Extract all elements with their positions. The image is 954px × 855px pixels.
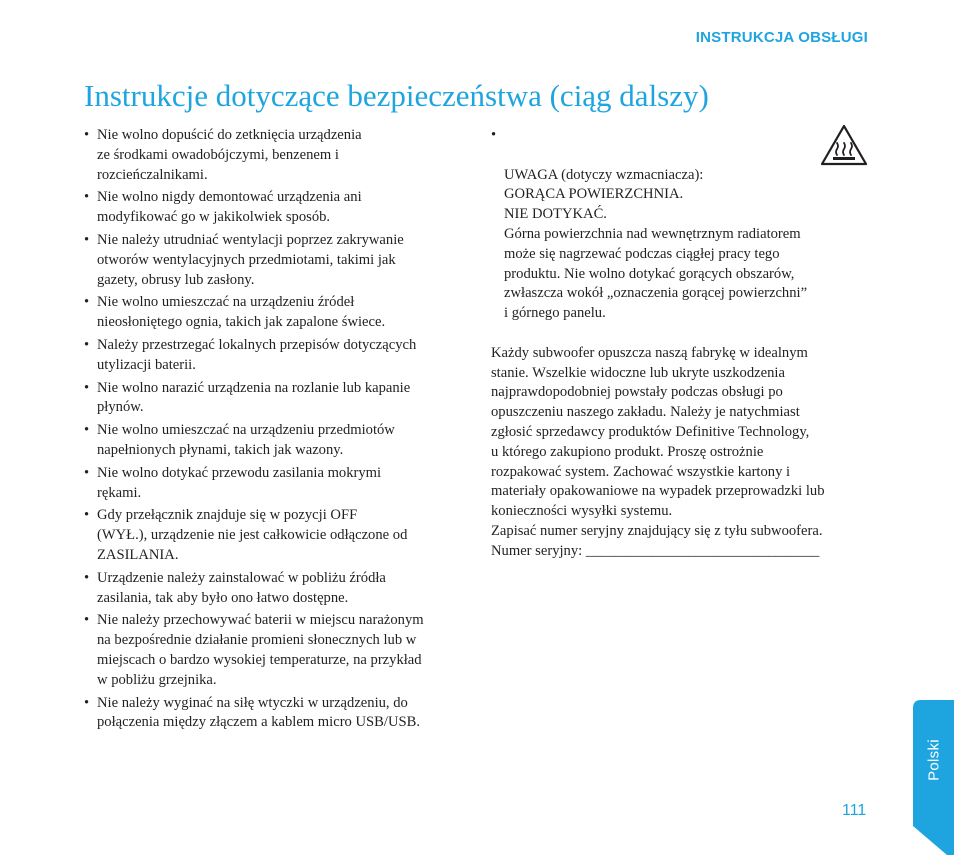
list-item: • Nie wolno umieszczać na urządzeniu przedmiotów napełnionych płynami, takich jak wazony. bbox=[84, 421, 470, 461]
list-item: • Nie wolno nigdy demontować urządzenia ani modyfikować go w jakikolwiek sposób. bbox=[84, 188, 470, 228]
language-tab-text: Polski bbox=[925, 739, 943, 781]
warning-text: UWAGA (dotyczy wzmacniacza): GORĄCA POWIERZCHNIA. NIE DOTYKAĆ. Górna powierzchnia nad wewnętrznym radiatorem może się nagrzewać podczas ciągłej pracy tego produktu. Nie wolno dotykać gorących obszarów, zwłaszcza wokół „oznaczenia gorącej powierzchni” i górnego panelu. bbox=[504, 166, 808, 322]
hot-surface-warning bbox=[491, 126, 871, 344]
list-item: • Nie należy wyginać na siłę wtyczki w urządzeniu, do połączenia między złączem a kablem micro USB/USB. bbox=[84, 694, 470, 734]
list-item: • Nie wolno narazić urządzenia na rozlanie lub kapanie płynów. bbox=[84, 379, 470, 419]
list-item: • Nie wolno umieszczać na urządzeniu źródeł nieosłoniętego ognia, takich jak zapalone świece. bbox=[84, 293, 470, 333]
list-item: • Należy przestrzegać lokalnych przepisów dotyczących utylizacji baterii. bbox=[84, 336, 470, 376]
language-tab-label bbox=[920, 730, 948, 790]
list-item: • Nie wolno dopuścić do zetknięcia urządzenia ze środkami owadobójczymi, benzenem i rozcieńczalnikami. bbox=[84, 126, 470, 185]
page-title: Instrukcje dotyczące bezpieczeństwa (ciąg dalszy) bbox=[84, 78, 709, 113]
serial-note: Zapisać numer seryjny znajdujący się z tyłu subwoofera. bbox=[491, 522, 823, 539]
serial-number-field: Numer seryjny: ________________________________ bbox=[491, 542, 820, 559]
list-item: • Gdy przełącznik znajduje się w pozycji OFF (WYŁ.), urządzenie nie jest całkowicie odłączone od ZASILANIA. bbox=[84, 506, 470, 565]
header-label: INSTRUKCJA OBSŁUGI bbox=[695, 29, 868, 46]
list-item: • Urządzenie należy zainstalować w pobliżu źródła zasilania, tak aby było ono łatwo dostępne. bbox=[84, 569, 470, 609]
list-item: • Nie należy utrudniać wentylacji poprzez zakrywanie otworów wentylacyjnych przedmiotami, takimi jak gazety, obrusy lub zasłony. bbox=[84, 231, 470, 290]
list-item: • Nie wolno dotykać przewodu zasilania mokrymi rękami. bbox=[84, 464, 470, 504]
safety-bullet-list bbox=[84, 126, 470, 733]
inspection-paragraph: Każdy subwoofer opuszcza naszą fabrykę w idealnym stanie. Wszelkie widoczne lub ukryte uszkodzenia najprawdopodobniej powstały podczas obsługi po opuszczeniu naszego zakładu. Należy je natychmiast zgłosić sprzedawcy produktów Definitive Technology, u którego zakupiono produkt. Proszę ostrożnie rozpakować system. Zachować wszystkie kartony i materiały opakowaniowe na wypadek przeprowadzki lub konieczności wysyłki systemu. bbox=[491, 344, 825, 520]
hot-surface-warning-icon bbox=[820, 124, 868, 166]
left-column bbox=[84, 126, 470, 736]
bullet-dot: • bbox=[491, 127, 497, 143]
right-column bbox=[491, 126, 871, 562]
page-number: 111 bbox=[842, 802, 867, 819]
list-item: • Nie należy przechowywać baterii w miejscu narażonym na bezpośrednie działanie promieni słonecznych lub w miejscach o bardzo wysokiej temperaturze, na przykład w pobliżu grzejnika. bbox=[84, 611, 470, 690]
